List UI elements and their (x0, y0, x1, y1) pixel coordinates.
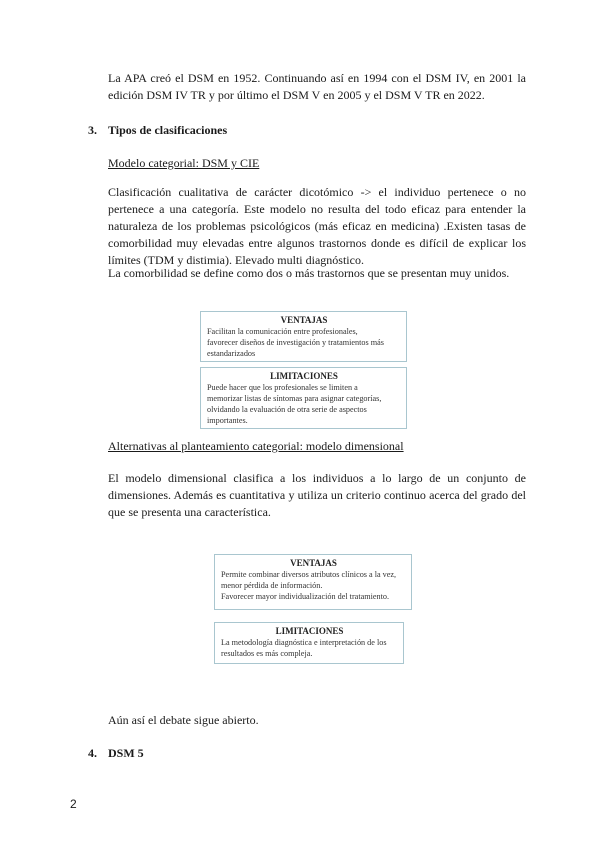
limitaciones-line: resultados es más compleja. (221, 649, 313, 658)
section-3-number: 3. (88, 123, 97, 137)
closing-text: Aún así el debate sigue abierto. (108, 713, 259, 727)
section-3-title: Tipos de clasificaciones (108, 123, 228, 137)
ventajas-title: VENTAJAS (290, 558, 337, 568)
dimensional-heading: Alternativas al planteamiento categorial: modelo dimensional (108, 439, 404, 453)
limitaciones-line: Puede hacer que los profesionales se limiten a (207, 383, 358, 392)
limitaciones-line: importantes. (207, 416, 248, 425)
categorical-limitaciones-box (200, 367, 407, 429)
ventajas-line: Permite combinar diversos atributos clínicos a la vez, (221, 570, 397, 579)
categorical-heading: Modelo categorial: DSM y CIE (108, 156, 260, 170)
intro-paragraph: La APA creó el DSM en 1952. Continuando así en 1994 con el DSM IV, en 2001 la edición DSM IV TR y por último el DSM V en 2005 y el DSM V TR en 2022. (108, 71, 526, 102)
limitaciones-line: memorizar listas de síntomas para asignar categorías, (207, 394, 382, 403)
categorical-paragraph: Clasificación cualitativa de carácter dicotómico -> el individuo pertenece o no pertenece a una categoría. Este modelo no resulta del todo eficaz para entender la naturaleza de los problemas psicológicos (más eficaz en medicina) .Existen tasas de comorbilidad muy elevadas entre algunos trastornos donde es difícil de explicar los límites (TDM y distimia). Elevado multi diagnóstico. (108, 185, 526, 267)
dimensional-ventajas-box (214, 554, 412, 610)
ventajas-line: estandarizados (207, 349, 256, 358)
dimensional-limitaciones-box (214, 622, 404, 664)
limitaciones-line: La metodología diagnóstica e interpretación de los (221, 638, 387, 647)
ventajas-line: favorecer diseños de investigación y tratamientos más (207, 338, 384, 347)
limitaciones-line: olvidando la evaluación de otra serie de aspectos (207, 405, 367, 414)
limitaciones-title: LIMITACIONES (270, 371, 338, 381)
ventajas-title: VENTAJAS (280, 315, 328, 325)
dimensional-paragraph: El modelo dimensional clasifica a los individuos a lo largo de un conjunto de dimensiones. Además es cuantitativa y utiliza un criterio continuo acerca del grado del que se presenta una característica. (108, 471, 526, 519)
limitaciones-title: LIMITACIONES (275, 626, 344, 636)
section-4-number: 4. (88, 746, 97, 760)
ventajas-line: menor pérdida de información. (221, 581, 323, 590)
ventajas-line: Favorecer mayor individualización del tratamiento. (221, 592, 390, 601)
comorbidity-paragraph: La comorbilidad se define como dos o más trastornos que se presentan muy unidos. (108, 266, 510, 280)
section-4-title: DSM 5 (108, 746, 144, 760)
categorical-ventajas-box (200, 311, 407, 362)
page-number: 2 (70, 797, 77, 811)
ventajas-line: Facilitan la comunicación entre profesionales, (207, 327, 358, 336)
